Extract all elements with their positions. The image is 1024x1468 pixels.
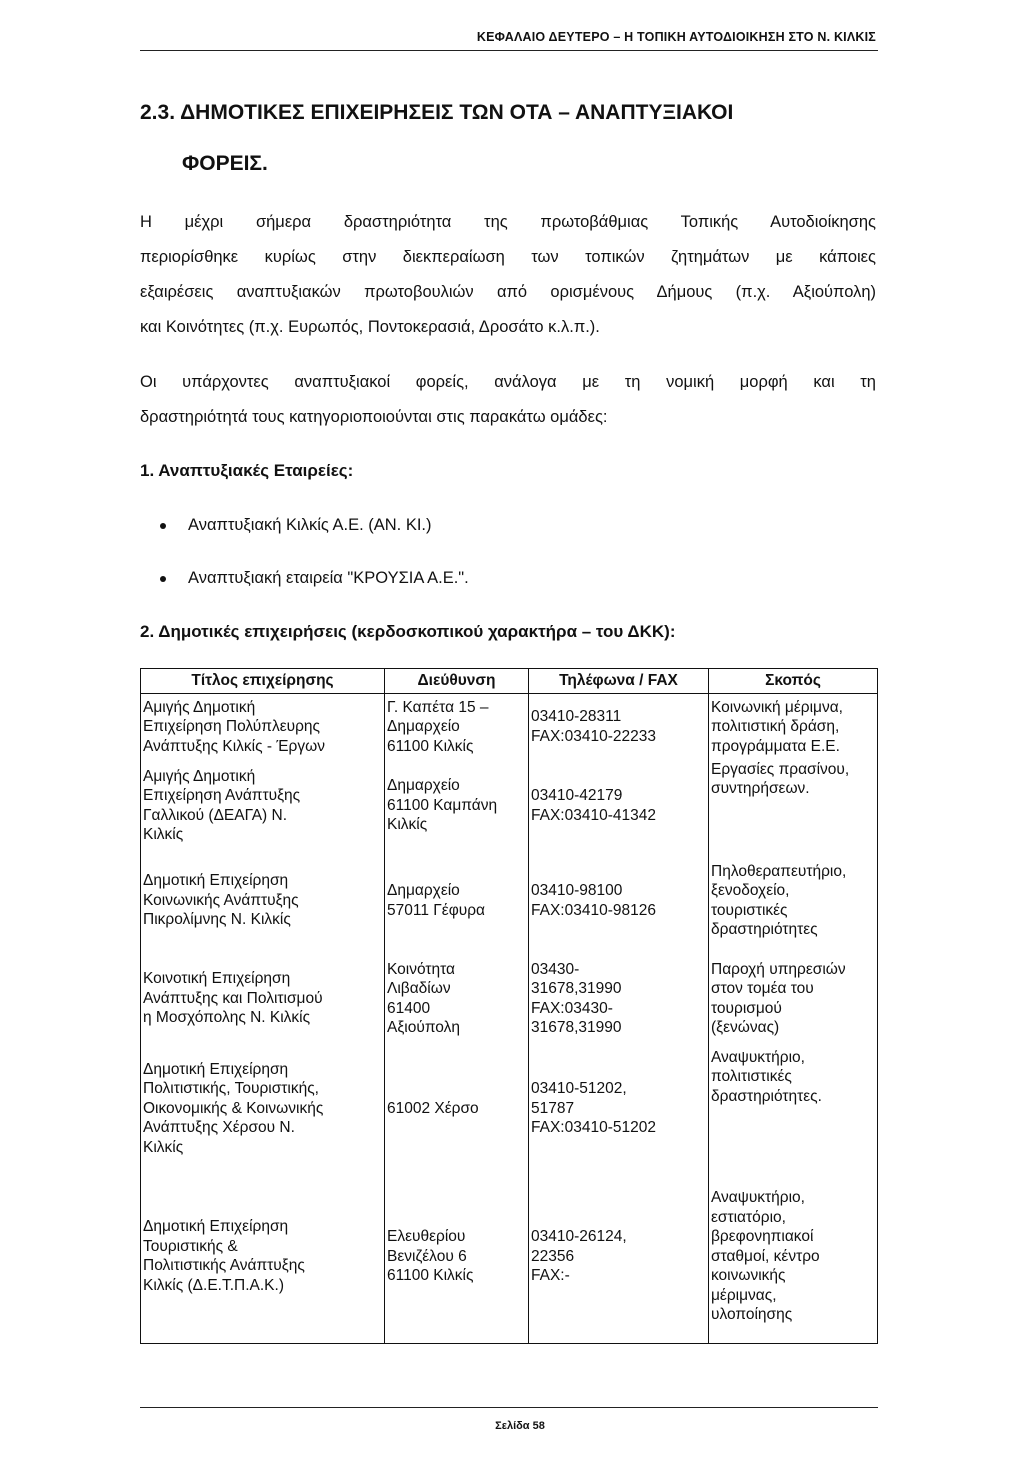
cell-purpose: Αναψυκτήριο, εστιατόριο, βρεφονηπιακοί σταθμοί, κέντρο κοινωνικής μέριμνας, υλοποίησης bbox=[709, 1170, 878, 1344]
bullet-text: Αναπτυξιακή Κιλκίς Α.Ε. (ΑΝ. ΚΙ.) bbox=[188, 516, 432, 534]
cell-title: Δημοτική Επιχείρηση Πολιτιστικής, Τουριστικής, Οικονομικής & Κοινωνικής Ανάπτυξης Χέρσου Ν. Κιλκίς bbox=[141, 1048, 385, 1170]
table-row bbox=[141, 760, 878, 852]
footer-rule bbox=[140, 1407, 878, 1408]
paragraph-line: εξαιρέσεις αναπτυξιακών πρωτοβουλιών από ορισμένους Δήμους (π.χ. Αξιούπολη) bbox=[140, 283, 876, 301]
cell-phones: 03410-98100 FAX:03410-98126 bbox=[529, 852, 709, 950]
cell-title: Αμιγής Δημοτική Επιχείρηση Πολύπλευρης Ανάπτυξης Κιλκίς - Έργων bbox=[141, 694, 385, 760]
bullet-item bbox=[160, 569, 469, 588]
cell-purpose: Εργασίες πρασίνου, συντηρήσεων. bbox=[709, 760, 878, 852]
cell-phones: 03430- 31678,31990 FAX:03430- 31678,31990 bbox=[529, 950, 709, 1048]
cell-title: Κοινοτική Επιχείρηση Ανάπτυξης και Πολιτισμού η Μοσχόπολης Ν. Κιλκίς bbox=[141, 950, 385, 1048]
table-row bbox=[141, 1048, 878, 1170]
cell-address: Δημαρχείο 61100 Καμπάνη Κιλκίς bbox=[385, 760, 529, 852]
group2-heading: 2. Δημοτικές επιχειρήσεις (κερδοσκοπικού χαρακτήρα – του ΔΚΚ): bbox=[140, 622, 676, 641]
bullet-item bbox=[160, 516, 432, 535]
column-header-phones: Τηλέφωνα / FAX bbox=[529, 669, 709, 694]
categories-paragraph bbox=[140, 365, 876, 435]
municipal-enterprises-table bbox=[140, 668, 878, 1344]
paragraph-line: δραστηριότητά τους κατηγοριοποιούνται στις παρακάτω ομάδες: bbox=[140, 408, 608, 426]
paragraph-line: και Κοινότητες (π.χ. Ευρωπός, Ποντοκερασιά, Δροσάτο κ.λ.π.). bbox=[140, 318, 600, 336]
bullet-icon bbox=[160, 576, 166, 582]
cell-purpose: Αναψυκτήριο, πολιτιστικές δραστηριότητες. bbox=[709, 1048, 878, 1170]
cell-phones: 03410-26124, 22356 FAX:- bbox=[529, 1170, 709, 1344]
paragraph-line: Η μέχρι σήμερα δραστηριότητα της πρωτοβάθμιας Τοπικής Αυτοδιοίκησης bbox=[140, 213, 876, 231]
cell-address: 61002 Χέρσο bbox=[385, 1048, 529, 1170]
bullet-icon bbox=[160, 523, 166, 529]
cell-title: Δημοτική Επιχείρηση Τουριστικής & Πολιτιστικής Ανάπτυξης Κιλκίς (Δ.Ε.Τ.Π.Α.Κ.) bbox=[141, 1170, 385, 1344]
cell-address: Δημαρχείο 57011 Γέφυρα bbox=[385, 852, 529, 950]
cell-purpose: Κοινωνική μέριμνα, πολιτιστική δράση, προγράμματα Ε.Ε. bbox=[709, 694, 878, 760]
cell-purpose: Πηλοθεραπευτήριο, ξενοδοχείο, τουριστικές δραστηριότητες bbox=[709, 852, 878, 950]
bullet-text: Αναπτυξιακή εταιρεία "ΚΡΟΥΣΙΑ Α.Ε.". bbox=[188, 569, 469, 587]
paragraph-line: περιορίσθηκε κυρίως στην διεκπεραίωση των τοπικών ζητημάτων με κάποιες bbox=[140, 248, 876, 266]
cell-phones: 03410-42179 FAX:03410-41342 bbox=[529, 760, 709, 852]
table-header-row bbox=[141, 669, 878, 694]
section-title: 2.3. ΔΗΜΟΤΙΚΕΣ ΕΠΙΧΕΙΡΗΣΕΙΣ ΤΩΝ ΟΤΑ – ΑΝΑΠΤΥΞΙΑΚΟΙ bbox=[140, 101, 734, 124]
intro-paragraph bbox=[140, 205, 876, 345]
cell-title: Αμιγής Δημοτική Επιχείρηση Ανάπτυξης Γαλλικού (ΔΕΑΓΑ) Ν. Κιλκίς bbox=[141, 760, 385, 852]
table-row bbox=[141, 694, 878, 760]
cell-phones: 03410-28311 FAX:03410-22233 bbox=[529, 694, 709, 760]
group1-heading: 1. Αναπτυξιακές Εταιρείες: bbox=[140, 461, 354, 480]
section-title-continued: ΦΟΡΕΙΣ. bbox=[182, 152, 268, 175]
column-header-address: Διεύθυνση bbox=[385, 669, 529, 694]
table-row bbox=[141, 852, 878, 950]
table-row bbox=[141, 1170, 878, 1344]
column-header-purpose: Σκοπός bbox=[709, 669, 878, 694]
cell-address: Κοινότητα Λιβαδίων 61400 Αξιούπολη bbox=[385, 950, 529, 1048]
cell-title: Δημοτική Επιχείρηση Κοινωνικής Ανάπτυξης Πικρολίμνης Ν. Κιλκίς bbox=[141, 852, 385, 950]
table-row bbox=[141, 950, 878, 1048]
cell-address: Γ. Καπέτα 15 – Δημαρχείο 61100 Κιλκίς bbox=[385, 694, 529, 760]
paragraph-line: Οι υπάρχοντες αναπτυξιακοί φορείς, ανάλογα με τη νομική μορφή και τη bbox=[140, 373, 876, 391]
header-rule bbox=[140, 50, 878, 51]
cell-address: Ελευθερίου Βενιζέλου 6 61100 Κιλκίς bbox=[385, 1170, 529, 1344]
running-header: ΚΕΦΑΛΑΙΟ ΔΕΥΤΕΡΟ – Η ΤΟΠΙΚΗ ΑΥΤΟΔΙΟΙΚΗΣΗ ΣΤΟ Ν. ΚΙΛΚΙΣ bbox=[476, 30, 876, 44]
cell-phones: 03410-51202, 51787 FAX:03410-51202 bbox=[529, 1048, 709, 1170]
column-header-title: Τίτλος επιχείρησης bbox=[141, 669, 385, 694]
page-number: Σελίδα 58 bbox=[495, 1420, 545, 1432]
cell-purpose: Παροχή υπηρεσιών στον τομέα του τουρισμού (ξενώνας) bbox=[709, 950, 878, 1048]
